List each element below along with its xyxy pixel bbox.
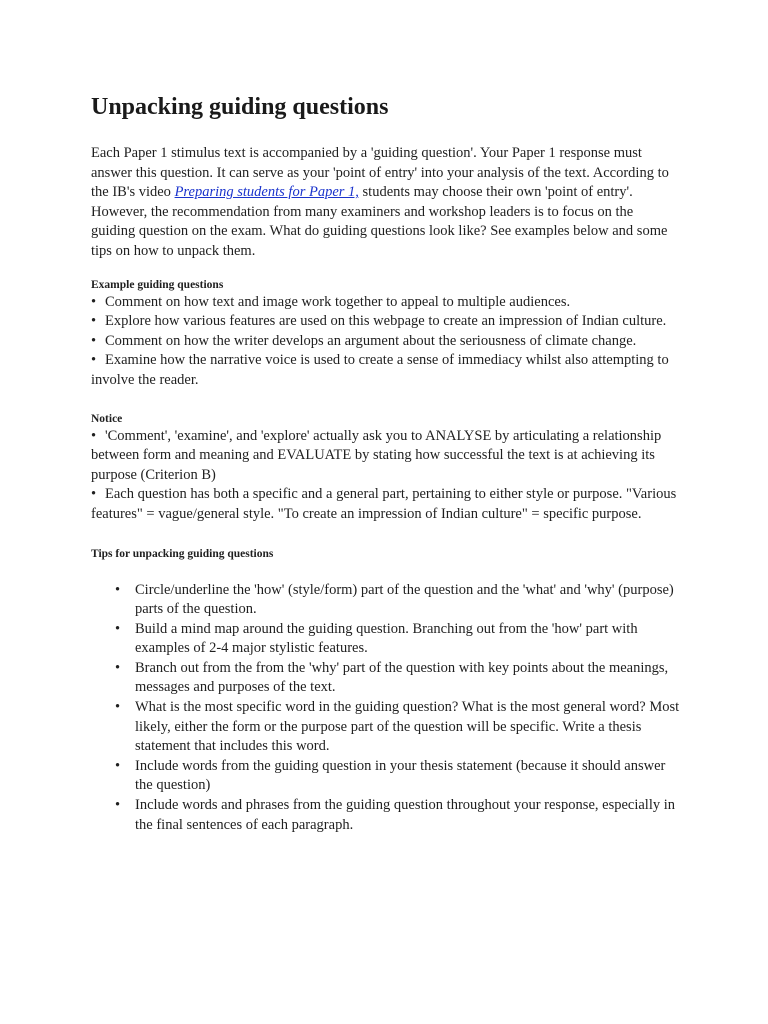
- list-item: [115, 659, 681, 698]
- list-item-text: Comment on how text and image work together to appeal to multiple audiences.: [105, 293, 571, 310]
- document-page: [91, 90, 681, 835]
- list-item-text: What is the most specific word in the guiding question? What is the most general word? Most likely, either the form or the purpose part of the question will be specific. Write a thesis statement that includes this word.: [135, 699, 680, 755]
- bullet: •: [115, 581, 121, 598]
- list-item-text: Comment on how the writer develops an argument about the seriousness of climate change.: [105, 332, 637, 349]
- list-item-text: Include words from the guiding question in your thesis statement (because it should answer the question): [135, 757, 666, 794]
- intro-paragraph: [91, 144, 681, 262]
- bullet: •: [91, 293, 97, 310]
- list-item: [115, 796, 681, 835]
- list-item-text: Examine how the narrative voice is used to create a sense of immediacy whilst also attempting to involve the reader.: [91, 352, 669, 388]
- list-item: [115, 620, 681, 659]
- bullet: •: [91, 352, 97, 369]
- examples-heading: Example guiding questions: [91, 278, 224, 291]
- list-item-text: Circle/underline the 'how' (style/form) part of the question and the 'what' and 'why' (purpose) parts of the question.: [135, 581, 674, 618]
- page-title: Unpacking guiding questions: [91, 94, 389, 120]
- list-item: [91, 312, 681, 332]
- list-item: [115, 581, 681, 620]
- tips-list: [91, 581, 681, 836]
- list-item-text: Build a mind map around the guiding question. Branching out from the 'how' part with examples of 2-4 major stylistic features.: [135, 620, 638, 657]
- bullet: •: [115, 797, 121, 814]
- tips-heading: Tips for unpacking guiding questions: [91, 547, 274, 560]
- list-item: [91, 293, 681, 313]
- bullet: •: [91, 332, 97, 349]
- list-item: [91, 485, 681, 524]
- bullet: •: [91, 486, 97, 503]
- list-item-text: Include words and phrases from the guiding question throughout your response, especially in the final sentences of each paragraph.: [135, 797, 676, 833]
- bullet: •: [115, 699, 121, 716]
- bullet: •: [115, 659, 121, 676]
- notice-list: [91, 427, 681, 525]
- bullet: •: [91, 313, 97, 330]
- bullet: •: [115, 757, 121, 774]
- list-item: [115, 698, 681, 757]
- list-item-text: Explore how various features are used on this webpage to create an impression of Indian culture.: [105, 313, 667, 330]
- examples-list: [91, 293, 681, 391]
- bullet: •: [115, 620, 121, 637]
- bullet: •: [91, 427, 97, 444]
- list-item-text: Each question has both a specific and a general part, pertaining to either style or purpose. "Various features" = vague/general style. "To create an impression of Indian culture" = specific purpose.: [91, 486, 677, 522]
- list-item: [91, 427, 681, 486]
- intro-text-after-link: students may choose their own 'point of entry'. However, the recommendation from many examiners and workshop leaders is to focus on the guiding question on the exam. What do guiding questions look like? See examples below and some tips on how to unpack them.: [91, 184, 668, 259]
- intro-text-before-link: Each Paper 1 stimulus text is accompanied by a 'guiding question'. Your Paper 1 response must answer this question. It can serve as your 'point of entry' into your analysis of the text. According to the IB's video: [91, 145, 669, 201]
- video-link[interactable]: Preparing students for Paper 1,: [174, 184, 359, 201]
- notice-heading: Notice: [91, 412, 123, 425]
- list-item: [91, 332, 681, 352]
- list-item-text: Branch out from the from the 'why' part of the question with key points about the meanings, messages and purposes of the text.: [135, 659, 669, 696]
- list-item: [91, 351, 681, 390]
- list-item: [115, 757, 681, 796]
- list-item-text: 'Comment', 'examine', and 'explore' actually ask you to ANALYSE by articulating a relationship between form and meaning and EVALUATE by stating how successful the text is at achieving its purpose (Criterion B): [91, 427, 662, 483]
